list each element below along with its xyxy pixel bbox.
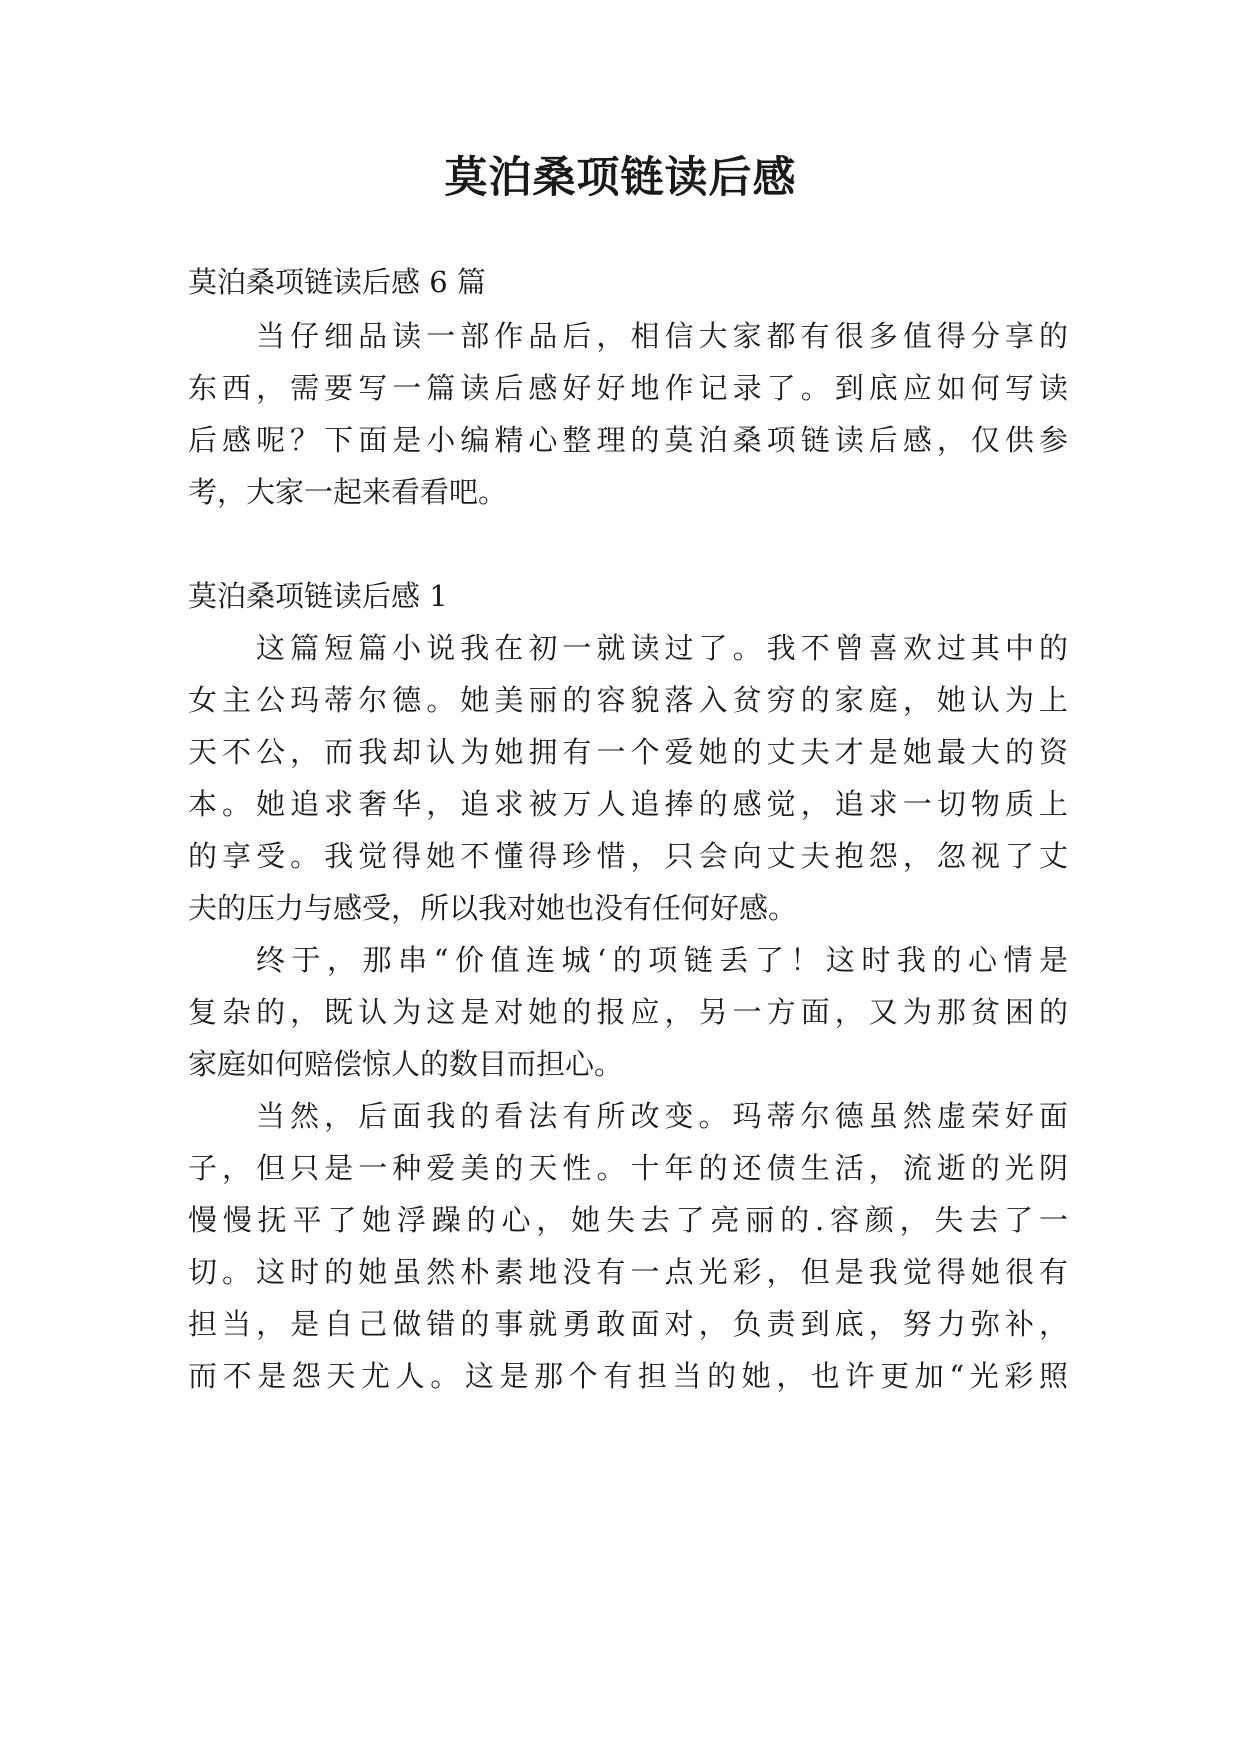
paragraph-line: 女主公玛蒂尔德。她美丽的容貌落入贫穷的家庭，她认为上 bbox=[188, 683, 1068, 717]
paragraph-line: 而不是怨天尤人。这是那个有担当的她，也许更加“光彩照 bbox=[188, 1359, 1068, 1393]
intro-line: 当仔细品读一部作品后，相信大家都有很多值得分享的 bbox=[256, 319, 1068, 353]
document-subtitle: 莫泊桑项链读后感 6 篇 bbox=[188, 265, 486, 299]
intro-line: 东西，需要写一篇读后感好好地作记录了。到底应如何写读 bbox=[188, 371, 1068, 405]
paragraph-line: 这篇短篇小说我在初一就读过了。我不曾喜欢过其中的 bbox=[256, 631, 1068, 665]
paragraph-line: 本。她追求奢华，追求被万人追捧的感觉，追求一切物质上 bbox=[188, 787, 1068, 821]
paragraph-line: 复杂的，既认为这是对她的报应，另一方面，又为那贫困的 bbox=[188, 995, 1068, 1029]
paragraph-line: 的享受。我觉得她不懂得珍惜，只会向丈夫抱怨，忽视了丈 bbox=[188, 839, 1068, 873]
document-title: 莫泊桑项链读后感 bbox=[444, 153, 797, 203]
paragraph-line: 慢慢抚平了她浮躁的心，她失去了亮丽的.容颜，失去了一 bbox=[188, 1203, 1068, 1237]
paragraph-line: 家庭如何赔偿惊人的数目而担心。 bbox=[188, 1047, 624, 1081]
paragraph-line: 子，但只是一种爱美的天性。十年的还债生活，流逝的光阴 bbox=[188, 1151, 1068, 1185]
section-heading: 莫泊桑项链读后感 1 bbox=[188, 579, 448, 613]
paragraph-line: 终于，那串“价值连城‘的项链丢了！这时我的心情是 bbox=[256, 943, 1068, 977]
paragraph-line: 夫的压力与感受，所以我对她也没有任何好感。 bbox=[188, 891, 798, 925]
paragraph-line: 天不公，而我却认为她拥有一个爱她的丈夫才是她最大的资 bbox=[188, 735, 1068, 769]
paragraph-line: 切。这时的她虽然朴素地没有一点光彩，但是我觉得她很有 bbox=[188, 1255, 1068, 1289]
intro-line: 后感呢？下面是小编精心整理的莫泊桑项链读后感，仅供参 bbox=[188, 423, 1068, 457]
intro-line: 考，大家一起来看看吧。 bbox=[188, 475, 508, 509]
paragraph-line: 担当，是自己做错的事就勇敢面对，负责到底，努力弥补， bbox=[188, 1307, 1068, 1341]
paragraph-line: 当然，后面我的看法有所改变。玛蒂尔德虽然虚荣好面 bbox=[256, 1099, 1068, 1133]
